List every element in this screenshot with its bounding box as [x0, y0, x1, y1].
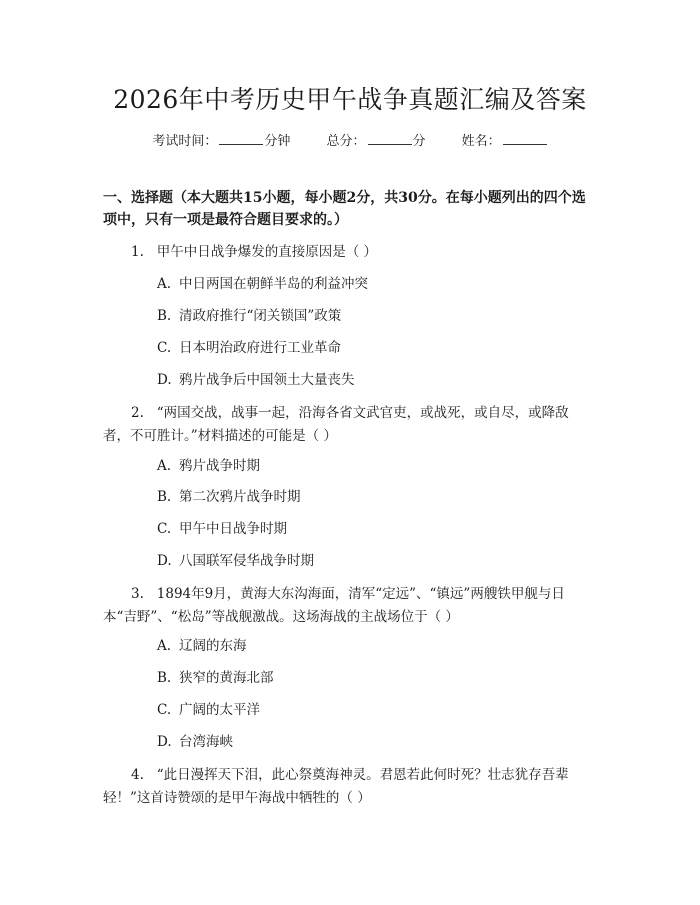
exam-time-blank	[219, 143, 263, 145]
option-letter: A.	[157, 276, 172, 292]
exam-time-label: 考试时间：	[152, 134, 218, 149]
question-3-option-a	[157, 636, 587, 656]
total-score-label: 总分：	[326, 134, 366, 149]
option-text: 甲午中日战争时期	[179, 521, 287, 537]
option-letter: A.	[157, 638, 172, 654]
question-2	[103, 402, 591, 448]
student-name-label: 姓名：	[461, 134, 501, 149]
total-score-field	[326, 133, 425, 151]
question-1-option-a	[157, 274, 587, 294]
question-1	[103, 241, 591, 264]
question-3-option-d	[157, 732, 587, 752]
total-score-unit: 分	[412, 134, 426, 149]
question-stem: “此日漫挥天下泪，此心祭奠海神灵。君恩若此何时死？壮志犹存吾辈轻！”这首诗赞颂的是甲午海战中牺牲的（ ）	[103, 767, 569, 806]
option-text: 鸦片战争后中国领土大量丧失	[179, 372, 355, 388]
option-text: 清政府推行“闭关锁国”政策	[179, 308, 342, 324]
option-text: 鸦片战争时期	[179, 458, 260, 474]
option-text: 中日两国在朝鲜半岛的利益冲突	[179, 276, 368, 292]
option-text: 狭窄的黄海北部	[179, 670, 274, 686]
question-stem: “两国交战，战事一起，沿海各省文武官吏，或战死，或自尽，或降敌者，不可胜计。”材料描述的可能是（ ）	[103, 405, 569, 444]
question-2-option-c	[157, 519, 587, 539]
option-letter: C.	[157, 521, 172, 537]
student-name-field	[462, 133, 548, 151]
total-score-blank	[368, 143, 412, 145]
question-3-option-b	[157, 668, 587, 688]
option-text: 日本明治政府进行工业革命	[179, 340, 341, 356]
option-letter: A.	[157, 458, 172, 474]
question-2-option-b	[157, 487, 587, 507]
student-name-blank	[503, 143, 547, 145]
option-text: 第二次鸦片战争时期	[179, 489, 301, 505]
page-title: 2026年中考历史甲午战争真题汇编及答案	[113, 85, 587, 114]
question-number: 4.	[131, 767, 144, 783]
question-2-option-a	[157, 456, 587, 476]
question-number: 2.	[131, 405, 144, 421]
question-1-option-c	[157, 338, 587, 358]
option-text: 广阔的太平洋	[179, 702, 260, 718]
question-2-option-d	[157, 551, 587, 571]
question-number: 3.	[131, 586, 144, 602]
question-stem: 甲午中日战争爆发的直接原因是（ ）	[156, 244, 378, 260]
option-text: 辽阔的东海	[179, 638, 247, 654]
exam-time-unit: 分钟	[264, 134, 291, 149]
option-text: 台湾海峡	[179, 734, 233, 750]
option-letter: B.	[157, 670, 172, 686]
question-stem: 1894年9月，黄海大东沟海面，清军“定远”、“镇远”两艘铁甲舰与日本“吉野”、“松岛”等战舰激战。这场海战的主战场位于（ ）	[103, 586, 565, 625]
option-letter: B.	[157, 489, 172, 505]
option-text: 八国联军侵华战争时期	[179, 553, 314, 569]
question-number: 1.	[131, 244, 144, 260]
option-letter: C.	[157, 340, 172, 356]
exam-meta	[0, 133, 700, 151]
question-3	[103, 583, 591, 629]
option-letter: D.	[157, 553, 172, 569]
section-heading: 一、选择题（本大题共15小题，每小题2分，共30分。在每小题列出的四个选项中，只有一项是最符合题目要求的。）	[103, 190, 586, 228]
question-1-option-b	[157, 306, 587, 326]
option-letter: D.	[157, 372, 172, 388]
question-1-option-d	[157, 370, 587, 390]
question-4	[103, 764, 591, 810]
question-3-option-c	[157, 700, 587, 720]
option-letter: B.	[157, 308, 172, 324]
option-letter: D.	[157, 734, 172, 750]
option-letter: C.	[157, 702, 172, 718]
exam-time-field	[152, 133, 290, 151]
